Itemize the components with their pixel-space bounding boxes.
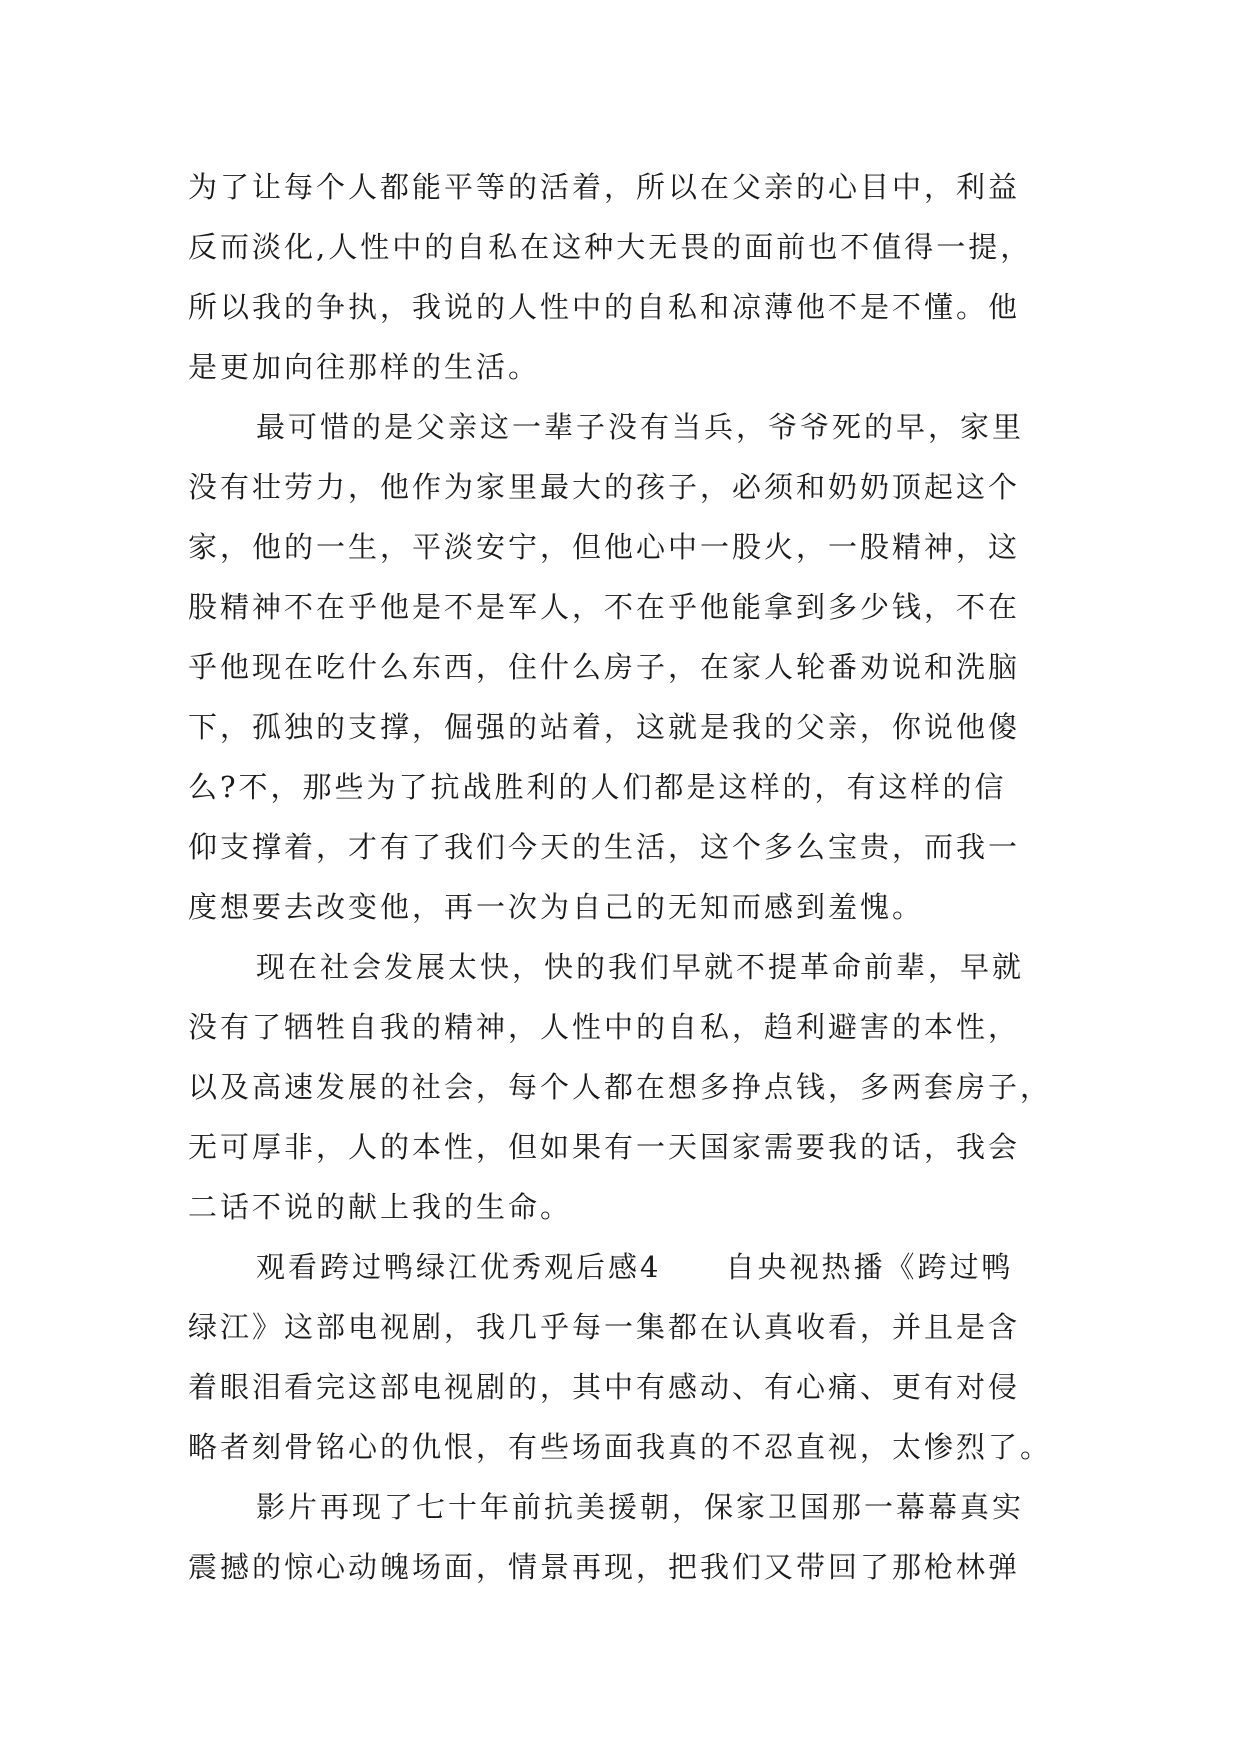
text-line: 着眼泪看完这部电视剧的，其中有感动、有心痛、更有对侵 xyxy=(188,1370,1021,1404)
text-line: 家，他的一生，平淡安宁，但他心中一股火，一股精神，这 xyxy=(188,530,1021,564)
document-body xyxy=(188,157,1188,1597)
text-line: 二话不说的献上我的生命。 xyxy=(188,1190,573,1224)
text-line: 反而淡化,人性中的自私在这种大无畏的面前也不值得一提， xyxy=(188,230,1033,264)
text-line: 没有了牺牲自我的精神，人性中的自私，趋利避害的本性， xyxy=(188,1010,1021,1044)
text-line: 为了让每个人都能平等的活着，所以在父亲的心目中，利益 xyxy=(188,170,1021,204)
text-line: 绿江》这部电视剧，我几乎每一集都在认真收看，并且是含 xyxy=(188,1310,1021,1344)
text-line: 仰支撑着，才有了我们今天的生活，这个多么宝贵，而我一 xyxy=(188,830,1021,864)
text-line: 乎他现在吃什么东西，住什么房子，在家人轮番劝说和洗脑 xyxy=(188,650,1021,684)
text-line: 略者刻骨铭心的仇恨，有些场面我真的不忍直视，太惨烈了。 xyxy=(188,1430,1053,1464)
text-line: 以及高速发展的社会，每个人都在想多挣点钱，多两套房子， xyxy=(188,1070,1053,1104)
paragraph-first-line: 现在社会发展太快，快的我们早就不提革命前辈，早就 xyxy=(256,950,1025,984)
section-heading-line: 观看跨过鸭绿江优秀观后感4 自央视热播《跨过鸭 xyxy=(256,1250,1014,1284)
paragraph-first-line: 影片再现了七十年前抗美援朝，保家卫国那一幕幕真实 xyxy=(256,1490,1025,1524)
text-line: 无可厚非，人的本性，但如果有一天国家需要我的话，我会 xyxy=(188,1130,1021,1164)
paragraph-first-line: 最可惜的是父亲这一辈子没有当兵，爷爷死的早，家里 xyxy=(256,410,1025,444)
text-line: 么?不，那些为了抗战胜利的人们都是这样的，有这样的信 xyxy=(188,770,1007,804)
text-line: 股精神不在乎他是不是军人，不在乎他能拿到多少钱，不在 xyxy=(188,590,1021,624)
text-line: 下，孤独的支撑，倔强的站着，这就是我的父亲，你说他傻 xyxy=(188,710,1021,744)
text-line: 是更加向往那样的生活。 xyxy=(188,350,541,384)
text-line: 震撼的惊心动魄场面，情景再现，把我们又带回了那枪林弹 xyxy=(188,1550,1021,1584)
text-line: 度想要去改变他，再一次为自己的无知而感到羞愧。 xyxy=(188,890,925,924)
text-line: 没有壮劳力，他作为家里最大的孩子，必须和奶奶顶起这个 xyxy=(188,470,1021,504)
text-line: 所以我的争执，我说的人性中的自私和凉薄他不是不懂。他 xyxy=(188,290,1021,324)
